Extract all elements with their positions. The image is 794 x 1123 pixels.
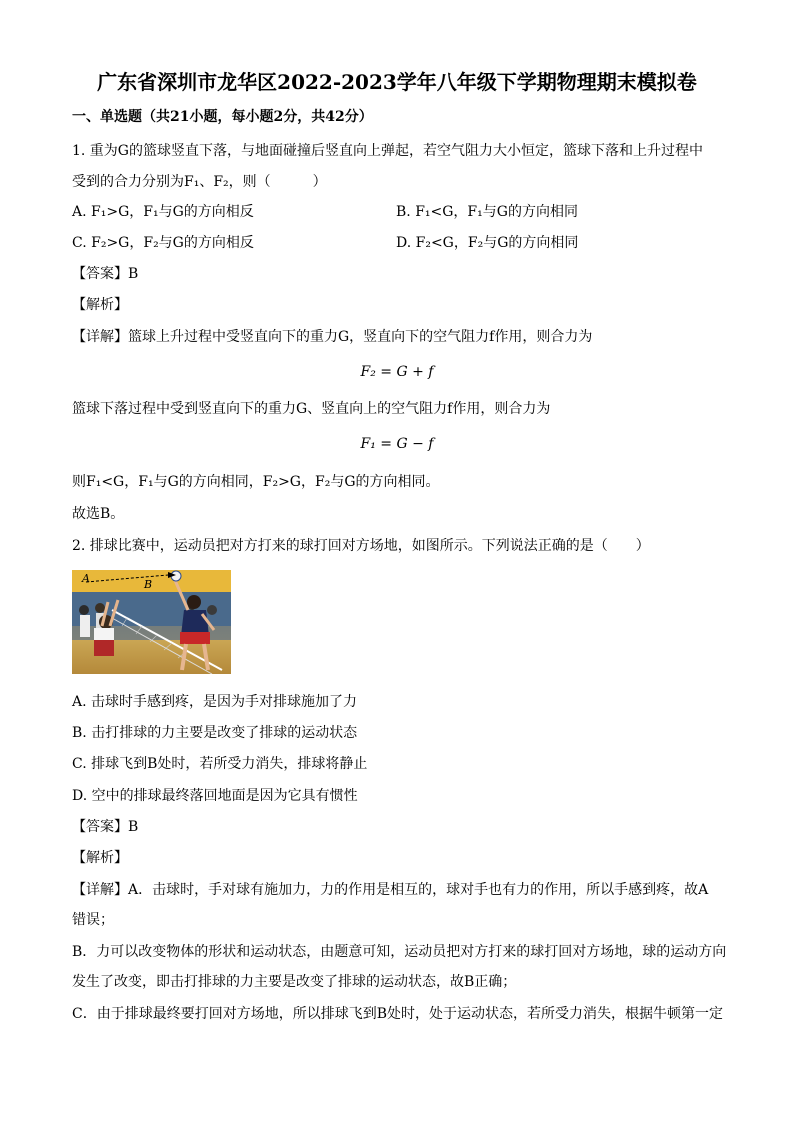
q1-detail-line3: 则F₁<G，F₁与G的方向相同，F₂>G，F₂与G的方向相同。 (72, 474, 440, 490)
q1-stem-line2: 受到的合力分别为F₁、F₂，则（ ） (72, 174, 327, 190)
q1-equation-2: F₁ = G − f (360, 436, 434, 452)
q1-equation-1: F₂ = G + f (360, 364, 434, 380)
q2-detail-a-line2: 错误； (72, 912, 114, 928)
q1-stem-line1: 1. 重为G的篮球竖直下落，与地面碰撞后竖直向上弹起，若空气阻力大小恒定，篮球下落和上升过程中 (72, 143, 703, 159)
q1-detail-line2: 篮球下落过程中受到竖直向下的重力G、竖直向上的空气阻力f作用，则合力为 (72, 401, 551, 417)
q1-conclusion: 故选B。 (72, 506, 125, 522)
q1-option-c: C. F₂>G，F₂与G的方向相反 (72, 235, 254, 251)
q2-detail-b-line1: B．力可以改变物体的形状和运动状态，由题意可知，运动员把对方打来的球打回对方场地，球的运动方向 (72, 944, 727, 960)
q1-option-d: D. F₂<G，F₂与G的方向相同 (396, 235, 579, 251)
photo-label-a: A (82, 572, 90, 585)
q2-analysis-label: 【解析】 (72, 850, 128, 866)
q1-analysis-label: 【解析】 (72, 297, 128, 313)
q2-detail-b-line2: 发生了改变，即击打排球的力主要是改变了排球的运动状态，故B正确； (72, 974, 517, 990)
q1-option-b: B. F₁<G，F₁与G的方向相同 (396, 204, 578, 220)
volleyball-photo-drawing (72, 570, 231, 674)
q2-option-c: C. 排球飞到B处时，若所受力消失，排球将静止 (72, 756, 368, 772)
section-heading: 一、单选题（共21小题，每小题2分，共42分） (72, 109, 373, 125)
volleyball-photo (72, 570, 231, 674)
q2-option-d: D. 空中的排球最终落回地面是因为它具有惯性 (72, 788, 358, 804)
q1-answer: 【答案】B (72, 266, 139, 282)
photo-label-b: B (144, 578, 153, 591)
q2-detail-a-line1: 【详解】A．击球时，手对球有施加力，力的作用是相互的，球对手也有力的作用，所以手感到疼，故A (72, 882, 709, 898)
q2-option-b: B. 击打排球的力主要是改变了排球的运动状态 (72, 725, 358, 741)
q1-detail-line1: 【详解】篮球上升过程中受竖直向下的重力G，竖直向下的空气阻力f作用，则合力为 (72, 329, 593, 345)
q2-answer: 【答案】B (72, 819, 139, 835)
page-title: 广东省深圳市龙华区2022-2023学年八年级下学期物理期末模拟卷 (97, 70, 697, 94)
q2-option-a: A. 击球时手感到疼，是因为手对排球施加了力 (72, 694, 358, 710)
q2-detail-c-line1: C．由于排球最终要打回对方场地，所以排球飞到B处时，处于运动状态，若所受力消失，根据牛顿第一定 (72, 1006, 723, 1022)
q1-option-a: A. F₁>G，F₁与G的方向相反 (72, 204, 254, 220)
q2-stem: 2. 排球比赛中，运动员把对方打来的球打回对方场地，如图所示。下列说法正确的是（ ） (72, 538, 650, 554)
